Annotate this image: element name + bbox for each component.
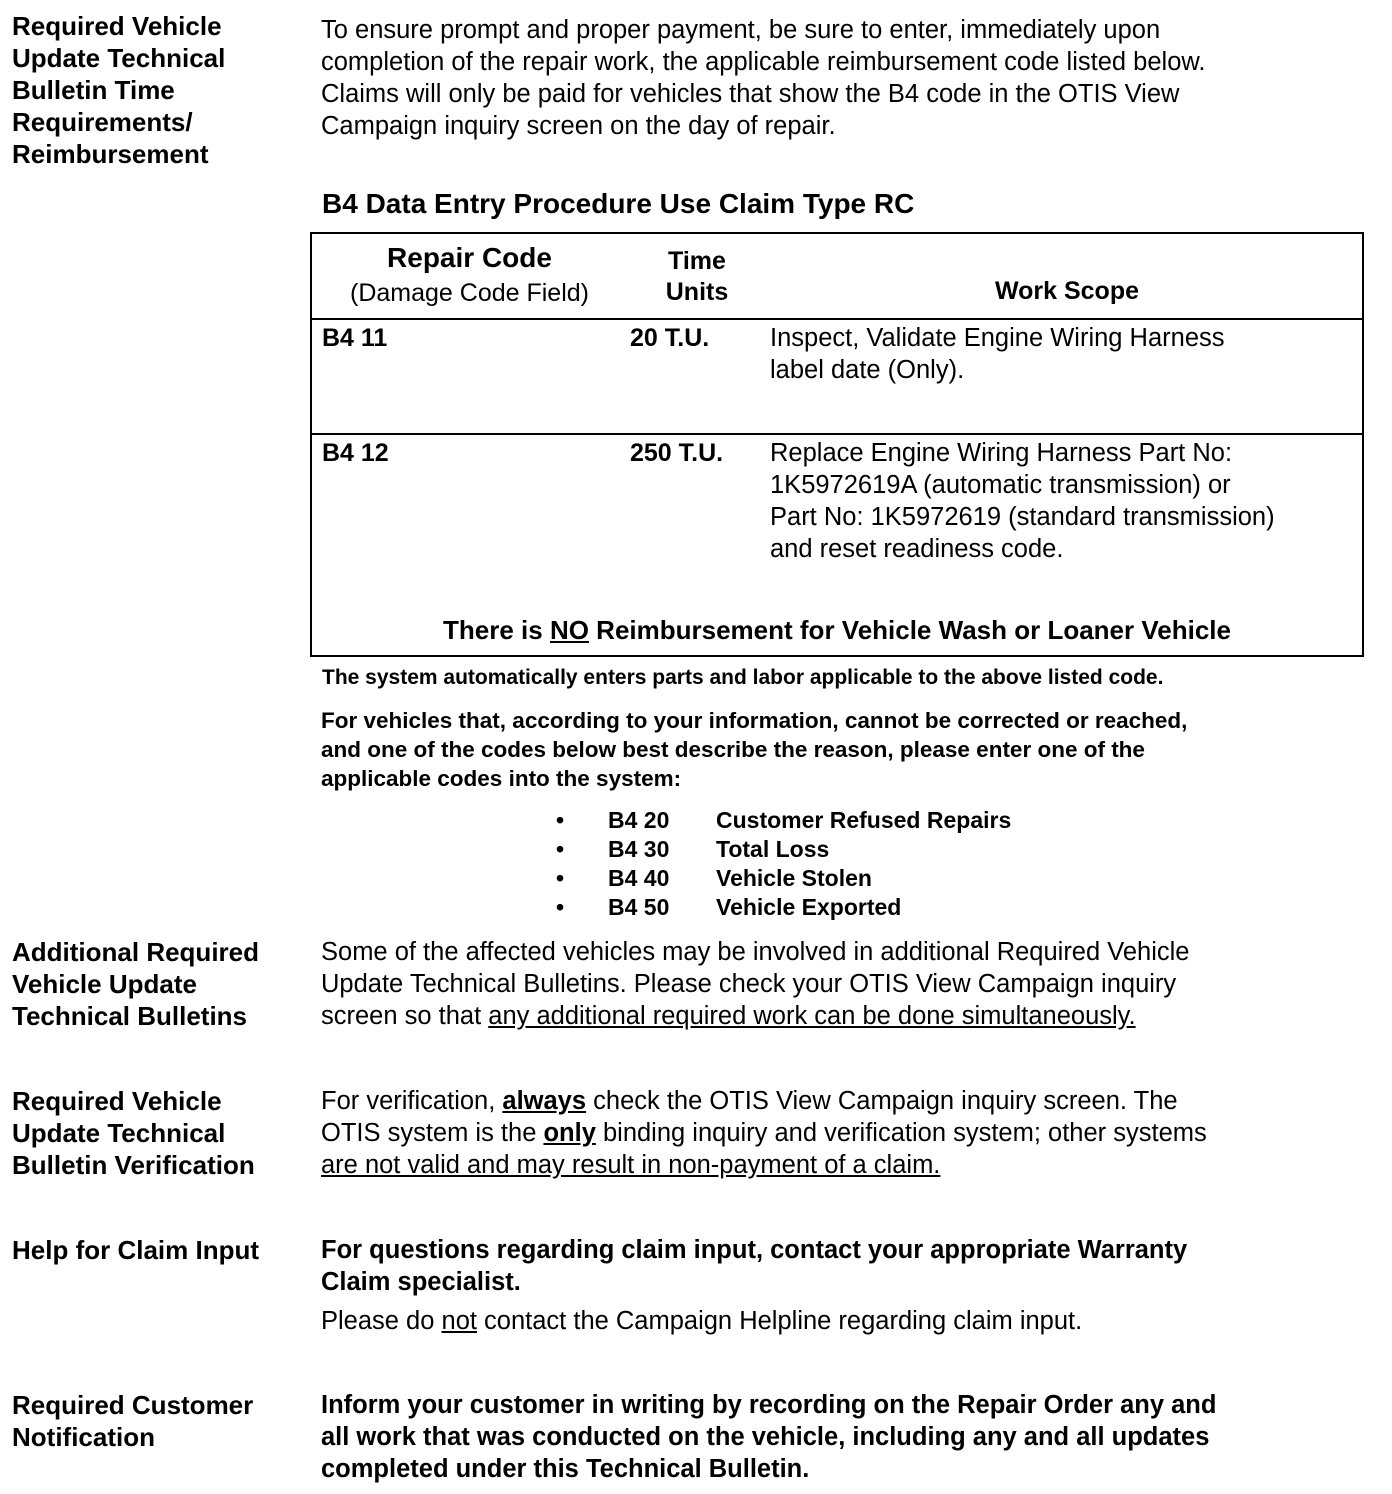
row-code: B4 12	[322, 439, 389, 467]
bullet-icon: •	[556, 836, 565, 862]
header-work-scope: Work Scope	[994, 277, 1140, 305]
list-item: • B4 20 Customer Refused Repairs	[556, 807, 1012, 833]
verification-label: Required Vehicle Update Technical Bulletin Verification	[12, 1086, 255, 1180]
help-bold-text: For questions regarding claim input, contact your appropriate Warranty Claim specialist.	[321, 1236, 1188, 1296]
repair-code-table	[310, 232, 1364, 657]
row-time: 250 T.U.	[630, 439, 724, 467]
row-time: 20 T.U.	[630, 324, 710, 352]
verification-text: For verification, always check the OTIS View Campaign inquiry screen. The OTIS system is the only binding inquiry and verification system; other systems are not valid and may result in non-payment of a claim.	[321, 1087, 1207, 1179]
bullet-icon: •	[556, 807, 565, 833]
table-divider	[312, 318, 1362, 320]
auto-entry-note: The system automatically enters parts and labor applicable to the above listed code.	[322, 666, 1164, 689]
no-reimbursement-note: There is NO Reimbursement for Vehicle Wash or Loaner Vehicle	[443, 615, 1231, 645]
header-time-units: Time Units	[665, 247, 729, 306]
additional-label: Additional Required Vehicle Update Technical Bulletins	[12, 937, 259, 1031]
list-item: • B4 30 Total Loss	[556, 836, 830, 862]
header-repair-code: Repair Code (Damage Code Field)	[350, 242, 589, 307]
additional-text: Some of the affected vehicles may be involved in additional Required Vehicle Update Technical Bulletins. Please check your OTIS View Campaign inquiry screen so that any additional required work can be done simultaneously.	[321, 938, 1190, 1030]
table-title: B4 Data Entry Procedure Use Claim Type RC	[322, 188, 915, 219]
bullet-icon: •	[556, 865, 565, 891]
list-item: • B4 50 Vehicle Exported	[556, 894, 902, 920]
notification-label: Required Customer Notification	[12, 1390, 254, 1452]
list-item: • B4 40 Vehicle Stolen	[556, 865, 872, 891]
reimbursement-text: To ensure prompt and proper payment, be sure to enter, immediately upon completion of the repair work, the applicable reimbursement code listed below. Claims will only be paid for vehicles that show the B4 code in the OTIS View Campaign inquiry screen on the day of repair.	[321, 16, 1206, 140]
reimbursement-label: Required Vehicle Update Technical Bulletin Time Requirements/ Reimbursement	[12, 11, 226, 169]
help-label: Help for Claim Input	[12, 1235, 259, 1265]
reason-code-list	[556, 806, 1011, 922]
row-code: B4 11	[322, 324, 388, 352]
table-divider	[312, 433, 1362, 435]
help-text: Please do not contact the Campaign Helpline regarding claim input.	[321, 1307, 1083, 1335]
row-scope: Replace Engine Wiring Harness Part No: 1K5972619A (automatic transmission) or Part No: 1K5972619 (standard transmission) and reset readiness code.	[770, 439, 1275, 563]
cannot-correct-text: For vehicles that, according to your information, cannot be corrected or reached, and one of the codes below best describe the reason, please enter one of the applicable codes into the system:	[321, 708, 1188, 791]
bullet-icon: •	[556, 894, 565, 920]
row-scope: Inspect, Validate Engine Wiring Harness label date (Only).	[770, 324, 1225, 384]
notification-text: Inform your customer in writing by recording on the Repair Order any and all work that was conducted on the vehicle, including any and all updates completed under this Technical Bulletin.	[321, 1391, 1217, 1483]
